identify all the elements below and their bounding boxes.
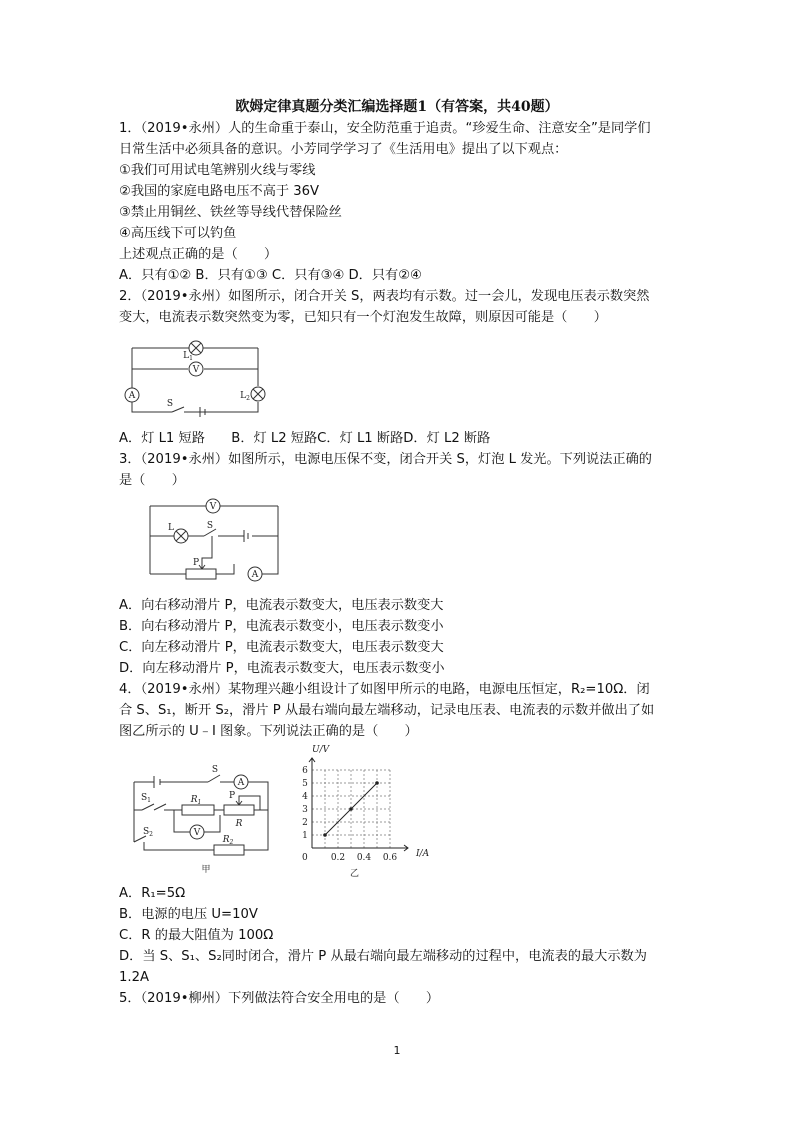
q2-label-l2: $L_2$ bbox=[240, 391, 250, 402]
q4-label-a: A bbox=[237, 778, 245, 788]
chart-caption-yi: 乙 bbox=[350, 869, 360, 879]
chart-origin: 0 bbox=[302, 853, 308, 863]
q4-caption-jia: 甲 bbox=[201, 865, 211, 875]
chart-y-tick: 6 bbox=[302, 766, 308, 776]
chart-x-tick: 0.6 bbox=[382, 853, 398, 863]
q1-point4: ④高压线下可以钓鱼 bbox=[119, 226, 237, 241]
chart-y-tick: 4 bbox=[302, 792, 308, 802]
q4-label-r1: $R_1$ bbox=[190, 795, 202, 806]
q4-option-b: B．电源的电压 U=10V bbox=[119, 907, 258, 922]
q1-options: A．只有①② B．只有①③ C．只有③④ D．只有②④ bbox=[119, 268, 422, 283]
q3-circuit-diagram bbox=[140, 492, 286, 584]
q4-label-r2: $R_2$ bbox=[222, 835, 234, 846]
q3-option-a: A．向右移动滑片 P，电流表示数变大，电压表示数变大 bbox=[119, 598, 444, 613]
q4-label-p: P bbox=[228, 791, 236, 801]
chart-x-axis bbox=[312, 845, 408, 851]
q4-stem-line3: 图乙所示的 U﹣I 图象。下列说法正确的是（ ） bbox=[119, 724, 418, 739]
q3-stem-line1: 3．（2019•永州）如图所示，电源电压保不变，闭合开关 S，灯泡 L 发光。下列说法正确的 bbox=[119, 452, 652, 467]
q4-battery bbox=[154, 776, 160, 788]
q3-option-d: D．向左移动滑片 P，电流表示数变大，电压表示数变小 bbox=[119, 661, 445, 676]
q1-stem-line1: 1．（2019•永州）人的生命重于泰山，安全防范重于追责。“珍爱生命、注意安全”是同学们 bbox=[119, 121, 651, 136]
q2-options: A．灯 L1 短路 B．灯 L2 短路C．灯 L1 断路D．灯 L2 断路 bbox=[119, 431, 491, 446]
chart-y-tick: 2 bbox=[302, 818, 308, 828]
chart-data-point bbox=[349, 807, 353, 811]
q4-resistor-r1 bbox=[182, 805, 214, 815]
q3-battery bbox=[244, 530, 248, 542]
q3-label-s: S bbox=[206, 521, 214, 531]
q3-stem-line2: 是（ ） bbox=[119, 473, 185, 488]
q4-label-s1: $S_1$ bbox=[141, 793, 151, 804]
q2-label-l1: $L_1$ bbox=[183, 351, 193, 362]
q4-switch-s bbox=[208, 775, 220, 782]
chart-x-tick: 0.2 bbox=[330, 853, 346, 863]
q2-circuit-diagram bbox=[118, 336, 278, 422]
q3-label-a: A bbox=[251, 570, 259, 580]
q3-wire-frame bbox=[150, 506, 278, 574]
q5-stem: 5．（2019•柳州）下列做法符合安全用电的是（ ） bbox=[119, 991, 440, 1006]
chart-y-tick: 5 bbox=[302, 779, 308, 789]
chart-data-point bbox=[375, 781, 379, 785]
q4-resistor-r2 bbox=[214, 845, 244, 855]
q4-option-a: A．R₁=5Ω bbox=[119, 886, 186, 901]
chart-y-tick: 1 bbox=[302, 831, 308, 841]
q2-switch-s bbox=[172, 407, 184, 412]
q2-stem-line2: 变大，电流表示数突然变为零，已知只有一个灯泡发生故障，则原因可能是（ ） bbox=[119, 310, 607, 325]
q3-label-v: V bbox=[209, 502, 217, 512]
q2-label-v: V bbox=[192, 365, 200, 375]
q3-label-p: P bbox=[192, 558, 200, 568]
q3-option-b: B．向右移动滑片 P，电流表示数变小，电压表示数变小 bbox=[119, 619, 444, 634]
chart-x-tick: 0.4 bbox=[356, 853, 372, 863]
q3-label-l: L bbox=[168, 523, 174, 533]
chart-y-tick: 3 bbox=[302, 805, 308, 815]
q4-switch-s1 bbox=[142, 804, 154, 810]
chart-ylabel: U/V bbox=[312, 745, 330, 755]
q4-rheostat-r bbox=[224, 805, 254, 815]
q4-stem-line1: 4．（2019•永州）某物理兴趣小组设计了如图甲所示的电路，电源电压恒定，R₂=10Ω．闭 bbox=[119, 682, 650, 697]
q4-label-r: R bbox=[235, 819, 243, 829]
q4-stem-line2: 合 S、S₁，断开 S₂，滑片 P 从最右端向最左端移动，记录电压表、电流表的示数并做出了如 bbox=[119, 703, 655, 718]
q3-option-c: C．向左移动滑片 P，电流表示数变大，电压表示数变大 bbox=[119, 640, 444, 655]
q2-stem-line1: 2．（2019•永州）如图所示，闭合开关 S，两表均有示数。过一会儿，发现电压表示数突然 bbox=[119, 289, 650, 304]
q4-label-v: V bbox=[193, 828, 201, 838]
q1-ask: 上述观点正确的是（ ） bbox=[119, 247, 278, 262]
q4-circuit-diagram-jia bbox=[124, 762, 284, 878]
page-title: 欧姆定律真题分类汇编选择题1（有答案，共40题） bbox=[235, 99, 559, 115]
q1-point2: ②我国的家庭电路电压不高于 36V bbox=[119, 184, 320, 199]
page-number: 1 bbox=[393, 1044, 401, 1057]
q2-label-s: S bbox=[166, 399, 174, 409]
q4-label-s2: $S_2$ bbox=[143, 827, 153, 838]
q4-label-s: S bbox=[211, 765, 219, 775]
chart-xlabel: I/A bbox=[416, 849, 430, 859]
q3-rheostat bbox=[186, 569, 216, 579]
q1-point3: ③禁止用铜丝、铁丝等导线代替保险丝 bbox=[119, 205, 342, 220]
q4-option-d-line1: D．当 S、S₁、S₂同时闭合，滑片 P 从最右端向最左端移动的过程中，电流表的最大示数为 bbox=[119, 949, 647, 964]
q4-option-c: C．R 的最大阻值为 100Ω bbox=[119, 928, 274, 943]
q4-option-d-line2: 1.2A bbox=[119, 970, 149, 985]
q3-slider-p bbox=[199, 536, 212, 569]
chart-y-axis bbox=[309, 758, 315, 848]
q1-stem-line2: 日常生活中必须具备的意识。小芳同学学习了《生活用电》提出了以下观点： bbox=[119, 142, 568, 157]
chart-axes bbox=[309, 758, 408, 851]
chart-data-point bbox=[323, 833, 327, 837]
q1-point1: ①我们可用试电笔辨别火线与零线 bbox=[119, 163, 316, 178]
q4-ui-chart-yi bbox=[290, 740, 430, 880]
q2-label-a: A bbox=[128, 391, 136, 401]
